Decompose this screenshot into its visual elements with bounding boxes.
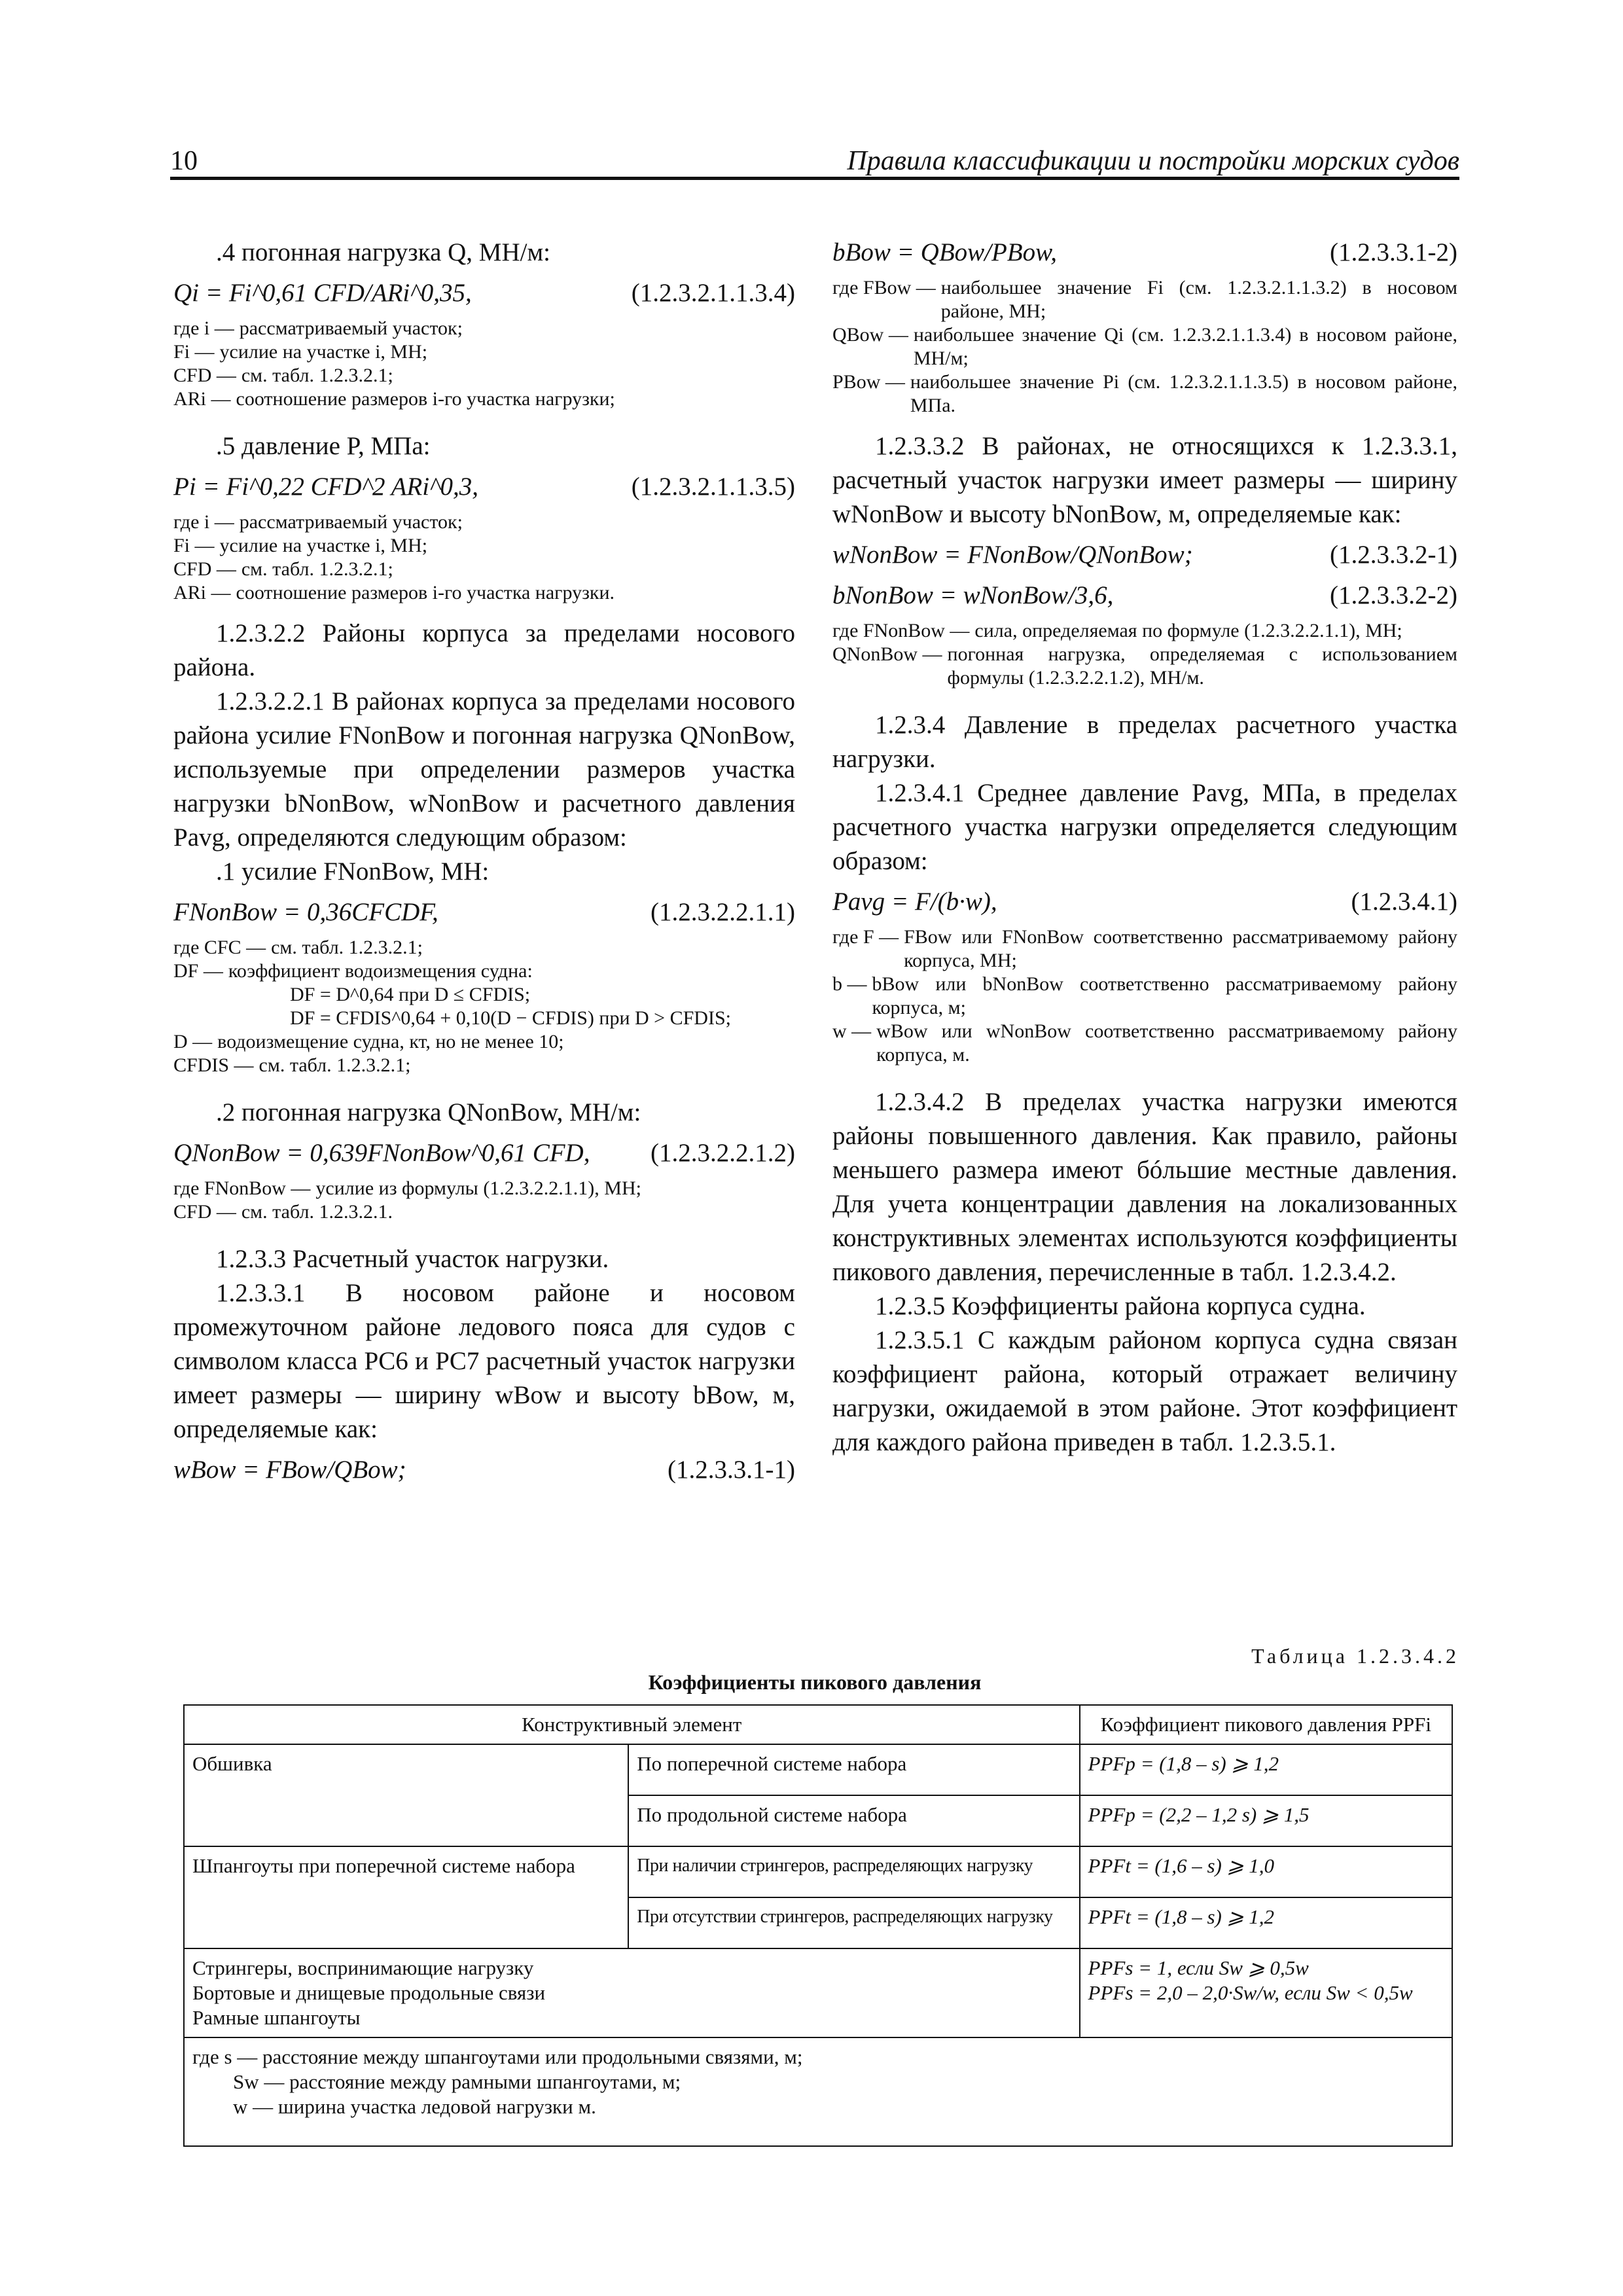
- note-line: Sw — расстояние между рамными шпангоутами, м;: [233, 2070, 681, 2093]
- definition-text: соотношение размеров i-го участка нагрузки.: [236, 582, 615, 603]
- force-formula-line: [173, 895, 795, 929]
- definition-symbol: CFD —: [173, 558, 236, 580]
- load-where-list: [173, 1177, 795, 1224]
- cell-plating: Обшивка: [184, 1744, 628, 1846]
- load-formula: QNonBow = 0,639FNonBow^0,61 CFD,: [173, 1139, 590, 1167]
- bnonbow-formula: bNonBow = wNonBow/3,6,: [832, 581, 1114, 609]
- cell-stringers-ppf: [1080, 1948, 1452, 2037]
- definition-symbol: Fi —: [173, 535, 215, 556]
- definition-row: [173, 1054, 795, 1077]
- wbow-formula-ref: (1.2.3.3.1-1): [668, 1456, 795, 1484]
- pavg-where-list: [832, 925, 1457, 1067]
- definition-symbol: где FBow —: [832, 277, 936, 298]
- left-column: [173, 236, 795, 1494]
- definition-symbol: где i —: [173, 317, 234, 339]
- section-1-2-3-5-1: 1.2.3.5.1 С каждым районом корпуса судна связан коэффициент района, который отражает величину нагрузки, ожидаемой в этом районе. Этот коэффициент для каждого района приведен в табл. 1.2.3.5.1.: [832, 1326, 1457, 1456]
- load-formula-ref: (1.2.3.2.2.1.2): [651, 1139, 795, 1167]
- definition-row: [173, 1200, 795, 1224]
- definition-row: [832, 1020, 1457, 1067]
- q-formula-ref: (1.2.3.2.1.1.3.4): [631, 279, 795, 307]
- definition-text: см. табл. 1.2.3.2.1;: [259, 1054, 411, 1076]
- right-column: [832, 236, 1457, 1460]
- section-1-2-3-2-2: 1.2.3.2.2 Районы корпуса за пределами носового района.: [173, 619, 795, 681]
- section-1-2-3-2-2-1: 1.2.3.2.2.1 В районах корпуса за пределами носового района усилие FNonBow и погонная нагрузка QNonBow, используемые при определении размеров участка нагрузки bNonBow, wNonBow и расчетного давления Pavg, определяются следующим образом:: [173, 687, 795, 852]
- q-formula: Qi = Fi^0,61 CFD/ARi^0,35,: [173, 279, 472, 307]
- definition-symbol: DF —: [173, 960, 223, 982]
- bbow-where-list: [832, 276, 1457, 418]
- definition-row: [832, 370, 1457, 418]
- load-formula-line: [173, 1136, 795, 1170]
- cell-notes: [184, 2037, 1452, 2146]
- definition-symbol: где i —: [173, 511, 234, 533]
- section-1-2-3-4-1: 1.2.3.4.1 Среднее давление Pavg, МПа, в пределах расчетного участка нагрузки определяется следующим образом:: [832, 779, 1457, 875]
- page-number: 10: [170, 146, 198, 176]
- definition-text: сила, определяемая по формуле (1.2.3.2.2.1.1), МН;: [974, 620, 1402, 641]
- section-1-2-3-3-1: 1.2.3.3.1 В носовом районе и носовом промежуточном районе ледового пояса для судов с символом класса PC6 и PC7 расчетный участок нагрузки имеет размеры — ширину wBow и высоту bBow, м, определяемые как:: [173, 1279, 795, 1443]
- force-heading: .1 усилие FNonBow, МН:: [216, 857, 490, 886]
- header-rule: [170, 177, 1459, 180]
- definition-text: wBow или wNonBow соответственно рассматриваемому району корпуса, м.: [876, 1020, 1457, 1066]
- section-1-2-3-3: 1.2.3.3 Расчетный участок нагрузки.: [216, 1245, 609, 1273]
- cell-frames-with-stringers-ppf: PPFt = (1,6 – s) ⩾ 1,0: [1080, 1846, 1452, 1897]
- bbow-formula-ref: (1.2.3.3.1-2): [1330, 238, 1457, 266]
- definition-symbol: ARi —: [173, 388, 231, 410]
- definition-symbol: D —: [173, 1031, 213, 1052]
- definition-symbol: где F —: [832, 926, 899, 948]
- definition-row: [832, 619, 1457, 643]
- definition-symbol: ARi —: [173, 582, 231, 603]
- definition-text: соотношение размеров i-го участка нагрузки;: [236, 388, 615, 410]
- definition-text: рассматриваемый участок;: [239, 317, 463, 339]
- cell-plating-transverse: По поперечной системе набора: [628, 1744, 1079, 1795]
- definition-symbol: w —: [832, 1020, 872, 1042]
- definition-row: [173, 511, 795, 534]
- definition-text: погонная нагрузка, определяемая с использованием формулы (1.2.3.2.2.1.2), МН/м.: [947, 643, 1457, 689]
- force-formula-ref: (1.2.3.2.2.1.1): [651, 898, 795, 926]
- definition-text: водоизмещение судна, кт, но не менее 10;: [217, 1031, 564, 1052]
- definition-row: [173, 936, 795, 960]
- definition-text: DF = D^0,64 при D ≤ CFDIS;: [290, 984, 531, 1005]
- table-notes-row: [184, 2037, 1452, 2146]
- definition-symbol: CFD —: [173, 1201, 236, 1223]
- cell-frames: Шпангоуты при поперечной системе набора: [184, 1846, 628, 1948]
- cell-stringers-line-3: Рамные шпангоуты: [192, 2006, 361, 2029]
- definition-text: наибольшее значение Fi (см. 1.2.3.2.1.1.3.2) в носовом районе, МН;: [940, 277, 1457, 322]
- note-line: w — ширина участка ледовой нагрузки м.: [233, 2095, 596, 2118]
- note-line: где s — расстояние между шпангоутами или продольными связями, м;: [192, 2045, 803, 2068]
- definition-text: наибольшее значение Qi (см. 1.2.3.2.1.1.3.4) в носовом районе, МН/м;: [913, 324, 1457, 369]
- p-formula: Pi = Fi^0,22 CFD^2 ARi^0,3,: [173, 473, 479, 501]
- p-heading: .5 давление P, МПа:: [216, 432, 431, 460]
- definition-text: см. табл. 1.2.3.2.1.: [241, 1201, 393, 1223]
- definition-row: [173, 340, 795, 364]
- p-formula-line: [173, 470, 795, 504]
- definition-row: [173, 534, 795, 558]
- definition-symbol: Fi —: [173, 341, 215, 363]
- header-ppf: Коэффициент пикового давления PPFi: [1080, 1705, 1452, 1744]
- cell-frames-with-stringers: При наличии стрингеров, распределяющих нагрузку: [628, 1846, 1079, 1897]
- section-1-2-3-4-2: 1.2.3.4.2 В пределах участка нагрузки имеются районы повышенного давления. Как правило, районы меньшего размера имеют бóльшие местные давления. Для учета концентрации давления на локализованных конструктивных элементах используются коэффициенты пикового давления, перечисленные в табл. 1.2.3.4.2.: [832, 1088, 1457, 1286]
- table-row: [184, 1744, 1452, 1795]
- section-1-2-3-5: 1.2.3.5 Коэффициенты района корпуса судна.: [875, 1292, 1366, 1320]
- table-header-row: [184, 1705, 1452, 1744]
- definition-text: bBow или bNonBow соответственно рассматриваемому району корпуса, м;: [872, 973, 1457, 1018]
- nonbow-where-list: [832, 619, 1457, 690]
- table-caption: Таблица 1.2.3.4.2: [1251, 1644, 1459, 1668]
- bnonbow-formula-ref: (1.2.3.3.2-2): [1330, 581, 1457, 609]
- wnonbow-formula-line: [832, 538, 1457, 572]
- force-where-list: [173, 936, 795, 1077]
- definition-row: [173, 983, 795, 1007]
- cell-stringers-line-1: Стрингеры, воспринимающие нагрузку: [192, 1956, 534, 1979]
- definition-row: [173, 1177, 795, 1200]
- definition-row: [173, 364, 795, 387]
- definition-row: [173, 1007, 795, 1030]
- header-structural-element: Конструктивный элемент: [184, 1705, 1080, 1744]
- definition-text: DF = CFDIS^0,64 + 0,10(D − CFDIS) при D > CFDIS;: [290, 1007, 731, 1029]
- wnonbow-formula-ref: (1.2.3.3.2-1): [1330, 541, 1457, 569]
- definition-symbol: где FNonBow —: [832, 620, 970, 641]
- definition-symbol: где FNonBow —: [173, 1177, 311, 1199]
- wbow-formula-line: [173, 1453, 795, 1487]
- wbow-formula: wBow = FBow/QBow;: [173, 1456, 406, 1484]
- cell-plating-longitudinal: По продольной системе набора: [628, 1795, 1079, 1846]
- definition-text: см. табл. 1.2.3.2.1;: [271, 937, 423, 958]
- q-where-list: [173, 317, 795, 411]
- definition-symbol: где CFC —: [173, 937, 266, 958]
- definition-text: усилие на участке i, МН;: [219, 535, 428, 556]
- section-1-2-3-4: 1.2.3.4 Давление в пределах расчетного участка нагрузки.: [832, 711, 1457, 773]
- definition-row: [832, 643, 1457, 690]
- force-formula: FNonBow = 0,36CFCDF,: [173, 898, 438, 926]
- definition-row: [832, 973, 1457, 1020]
- definition-symbol: CFD —: [173, 365, 236, 386]
- bbow-formula: bBow = QBow/PBow,: [832, 238, 1058, 266]
- definition-row: [173, 558, 795, 581]
- pavg-formula-line: [832, 885, 1457, 919]
- cell-stringers-line-2: Бортовые и днищевые продольные связи: [192, 1981, 546, 2004]
- definition-symbol: CFDIS —: [173, 1054, 254, 1076]
- definition-text: см. табл. 1.2.3.2.1;: [241, 365, 393, 386]
- definition-symbol: b —: [832, 973, 867, 995]
- definition-text: усилие на участке i, МН;: [219, 341, 428, 363]
- definition-row: [173, 387, 795, 411]
- section-1-2-3-3-2: 1.2.3.3.2 В районах, не относящихся к 1.2.3.3.1, расчетный участок нагрузки имеет размеры — ширину wNonBow и высоту bNonBow, м, определяемые как:: [832, 432, 1457, 528]
- definition-row: [832, 925, 1457, 973]
- definition-row: [832, 323, 1457, 370]
- cell-plating-transverse-ppf: PPFp = (1,8 – s) ⩾ 1,2: [1080, 1744, 1452, 1795]
- p-where-list: [173, 511, 795, 605]
- cell-plating-longitudinal-ppf: PPFp = (2,2 – 1,2 s) ⩾ 1,5: [1080, 1795, 1452, 1846]
- table-title: Коэффициенты пикового давления: [648, 1670, 982, 1694]
- definition-symbol: [173, 1007, 290, 1030]
- load-heading: .2 погонная нагрузка QNonBow, МН/м:: [216, 1098, 641, 1126]
- pavg-formula-ref: (1.2.3.4.1): [1351, 888, 1457, 916]
- definition-text: см. табл. 1.2.3.2.1;: [241, 558, 393, 580]
- wnonbow-formula: wNonBow = FNonBow/QNonBow;: [832, 541, 1193, 569]
- definition-text: рассматриваемый участок;: [239, 511, 463, 533]
- definition-row: [173, 1030, 795, 1054]
- definition-symbol: PBow —: [832, 371, 905, 393]
- cell-frames-without-stringers: При отсутствии стрингеров, распределяющих нагрузку: [628, 1897, 1079, 1948]
- definition-symbol: [173, 983, 290, 1007]
- cell-stringers-ppf-1: PPFs = 1, если Sw ⩾ 0,5w: [1088, 1956, 1309, 1979]
- bbow-formula-line: [832, 236, 1457, 270]
- bnonbow-formula-line: [832, 579, 1457, 613]
- p-formula-ref: (1.2.3.2.1.1.3.5): [631, 473, 795, 501]
- peak-pressure-table: [183, 1704, 1453, 2147]
- running-title: Правила классификации и постройки морских судов: [847, 146, 1459, 176]
- definition-text: коэффициент водоизмещения судна:: [228, 960, 533, 982]
- cell-stringers-ppf-2: PPFs = 2,0 – 2,0·Sw/w, если Sw < 0,5w: [1088, 1981, 1413, 2004]
- definition-row: [173, 317, 795, 340]
- cell-frames-without-stringers-ppf: PPFt = (1,8 – s) ⩾ 1,2: [1080, 1897, 1452, 1948]
- pavg-formula: Pavg = F/(b·w),: [832, 888, 997, 916]
- definition-row: [832, 276, 1457, 323]
- table-row: [184, 1846, 1452, 1897]
- q-heading: .4 погонная нагрузка Q, МН/м:: [216, 238, 550, 266]
- definition-symbol: QBow —: [832, 324, 908, 346]
- definition-row: [173, 581, 795, 605]
- definition-text: наибольшее значение Pi (см. 1.2.3.2.1.1.3.5) в носовом районе, МПа.: [910, 371, 1457, 416]
- definition-row: [173, 960, 795, 983]
- definition-text: усилие из формулы (1.2.3.2.2.1.1), МН;: [315, 1177, 641, 1199]
- definition-symbol: QNonBow —: [832, 643, 942, 665]
- table-row: [184, 1948, 1452, 2037]
- q-formula-line: [173, 276, 795, 310]
- definition-text: FBow или FNonBow соответственно рассматриваемому району корпуса, МН;: [904, 926, 1457, 971]
- cell-stringers: [184, 1948, 1080, 2037]
